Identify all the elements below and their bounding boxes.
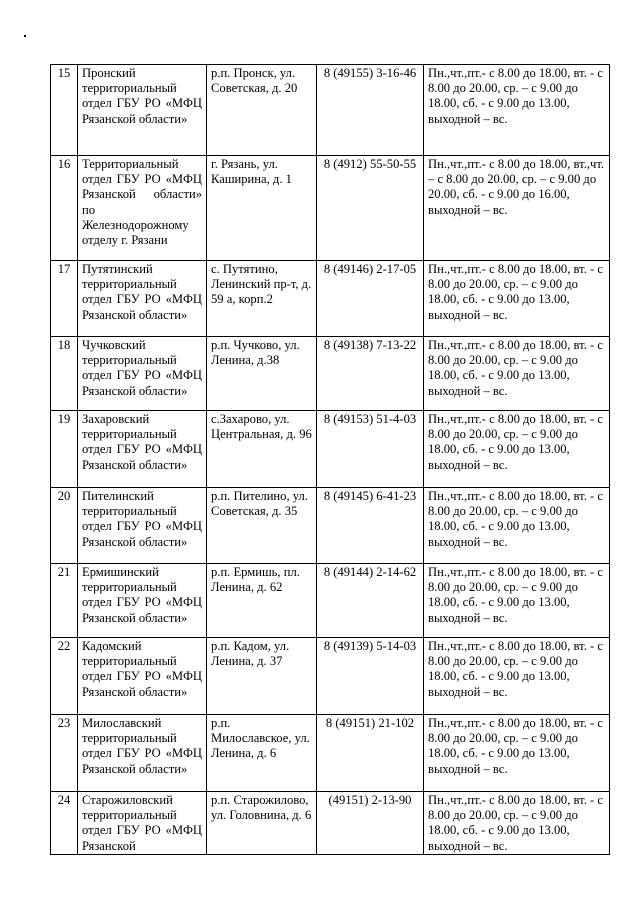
office-phone: 8 (49145) 6-41-23 [317,488,424,564]
table-row [51,65,610,156]
office-schedule: Пн.,чт.,пт.- с 8.00 до 18.00, вт. - с 8.00 до 20.00, ср. – с 9.00 до 18.00, сб. - с 9.00 до 13.00, выходной – вс. [424,638,610,715]
office-name: Кадомский территориальный отдел ГБУ РО «МФЦ Рязанской области» [78,638,207,715]
office-phone: 8 (49138) 7-13-22 [317,337,424,411]
row-number: 21 [51,564,78,638]
office-address: р.п. Старожилово, ул. Головнина, д. 6 [207,792,317,855]
office-schedule: Пн.,чт.,пт.- с 8.00 до 18.00, вт. - с 8.00 до 20.00, ср. – с 9.00 до 18.00, сб. - с 9.00 до 13.00, выходной – вс. [424,65,610,156]
office-schedule: Пн.,чт.,пт.- с 8.00 до 18.00, вт. - с 8.00 до 20.00, ср. – с 9.00 до 18.00, сб. - с 9.00 до 13.00, выходной – вс. [424,715,610,792]
table-row [51,564,610,638]
office-name: Милославский территориальный отдел ГБУ РО «МФЦ Рязанской области» [78,715,207,792]
office-name: Чучковский территориальный отдел ГБУ РО «МФЦ Рязанской области» [78,337,207,411]
office-schedule: Пн.,чт.,пт.- с 8.00 до 18.00, вт. - с 8.00 до 20.00, ср. – с 9.00 до 18.00, сб. - с 9.00 до 13.00, выходной – вс. [424,411,610,488]
office-schedule: Пн.,чт.,пт.- с 8.00 до 18.00, вт. - с 8.00 до 20.00, ср. – с 9.00 до 18.00, сб. - с 9.00 до 13.00, выходной – вс. [424,564,610,638]
table-row [51,261,610,337]
office-phone: (49151) 2-13-90 [317,792,424,855]
office-phone: 8 (49144) 2-14-62 [317,564,424,638]
mfc-offices-table [50,64,610,855]
office-schedule: Пн.,чт.,пт.- с 8.00 до 18.00, вт.,чт. – с 8.00 до 20.00, ср. – с 9.00 до 20.00, сб. - с 9.00 до 16.00, выходной – вс. [424,156,610,261]
row-number: 24 [51,792,78,855]
office-phone: 8 (49146) 2-17-05 [317,261,424,337]
office-phone: 8 (49151) 21-102 [317,715,424,792]
row-number: 15 [51,65,78,156]
table-row [51,337,610,411]
office-schedule: Пн.,чт.,пт.- с 8.00 до 18.00, вт. - с 8.00 до 20.00, ср. – с 9.00 до 18.00, сб. - с 9.00 до 13.00, выходной – вс. [424,488,610,564]
office-name: Ермишинский территориальный отдел ГБУ РО «МФЦ Рязанской области» [78,564,207,638]
table-row [51,715,610,792]
office-address: с.Захарово, ул. Центральная, д. 96 [207,411,317,488]
table-row [51,411,610,488]
office-address: г. Рязань, ул. Каширина, д. 1 [207,156,317,261]
office-address: р.п. Пителино, ул. Советская, д. 35 [207,488,317,564]
office-name: Пителинский территориальный отдел ГБУ РО «МФЦ Рязанской области» [78,488,207,564]
table-row [51,156,610,261]
office-address: с. Путятино, Ленинский пр-т, д. 59 а, корп.2 [207,261,317,337]
office-address: р.п. Милославское, ул. Ленина, д. 6 [207,715,317,792]
office-address: р.п. Пронск, ул. Советская, д. 20 [207,65,317,156]
table-row [51,638,610,715]
office-name: Старожиловский территориальный отдел ГБУ РО «МФЦ Рязанской [78,792,207,855]
row-number: 16 [51,156,78,261]
office-schedule: Пн.,чт.,пт.- с 8.00 до 18.00, вт. - с 8.00 до 20.00, ср. – с 9.00 до 18.00, сб. - с 9.00 до 13.00, выходной – вс. [424,261,610,337]
row-number: 19 [51,411,78,488]
row-number: 22 [51,638,78,715]
office-phone: 8 (49153) 51-4-03 [317,411,424,488]
row-number: 18 [51,337,78,411]
row-number: 23 [51,715,78,792]
table-row [51,488,610,564]
office-address: р.п. Чучково, ул. Ленина, д.38 [207,337,317,411]
scan-speck [24,35,26,37]
office-name: Путятинский территориальный отдел ГБУ РО «МФЦ Рязанской области» [78,261,207,337]
office-name: Захаровский территориальный отдел ГБУ РО «МФЦ Рязанской области» [78,411,207,488]
office-phone: 8 (49155) 3-16-46 [317,65,424,156]
office-address: р.п. Ермишь, пл. Ленина, д. 62 [207,564,317,638]
table-row [51,792,610,855]
row-number: 17 [51,261,78,337]
office-name: Территориальный отдел ГБУ РО «МФЦ Рязанской области» по Железнодорожному отделу г. Рязани [78,156,207,261]
office-schedule: Пн.,чт.,пт.- с 8.00 до 18.00, вт. - с 8.00 до 20.00, ср. – с 9.00 до 18.00, сб. - с 9.00 до 13.00, выходной – вс. [424,337,610,411]
office-schedule: Пн.,чт.,пт.- с 8.00 до 18.00, вт. - с 8.00 до 20.00, ср. – с 9.00 до 18.00, сб. - с 9.00 до 13.00, выходной – вс. [424,792,610,855]
office-phone: 8 (4912) 55-50-55 [317,156,424,261]
office-address: р.п. Кадом, ул. Ленина, д. 37 [207,638,317,715]
office-phone: 8 (49139) 5-14-03 [317,638,424,715]
row-number: 20 [51,488,78,564]
office-name: Пронский территориальный отдел ГБУ РО «МФЦ Рязанской области» [78,65,207,156]
